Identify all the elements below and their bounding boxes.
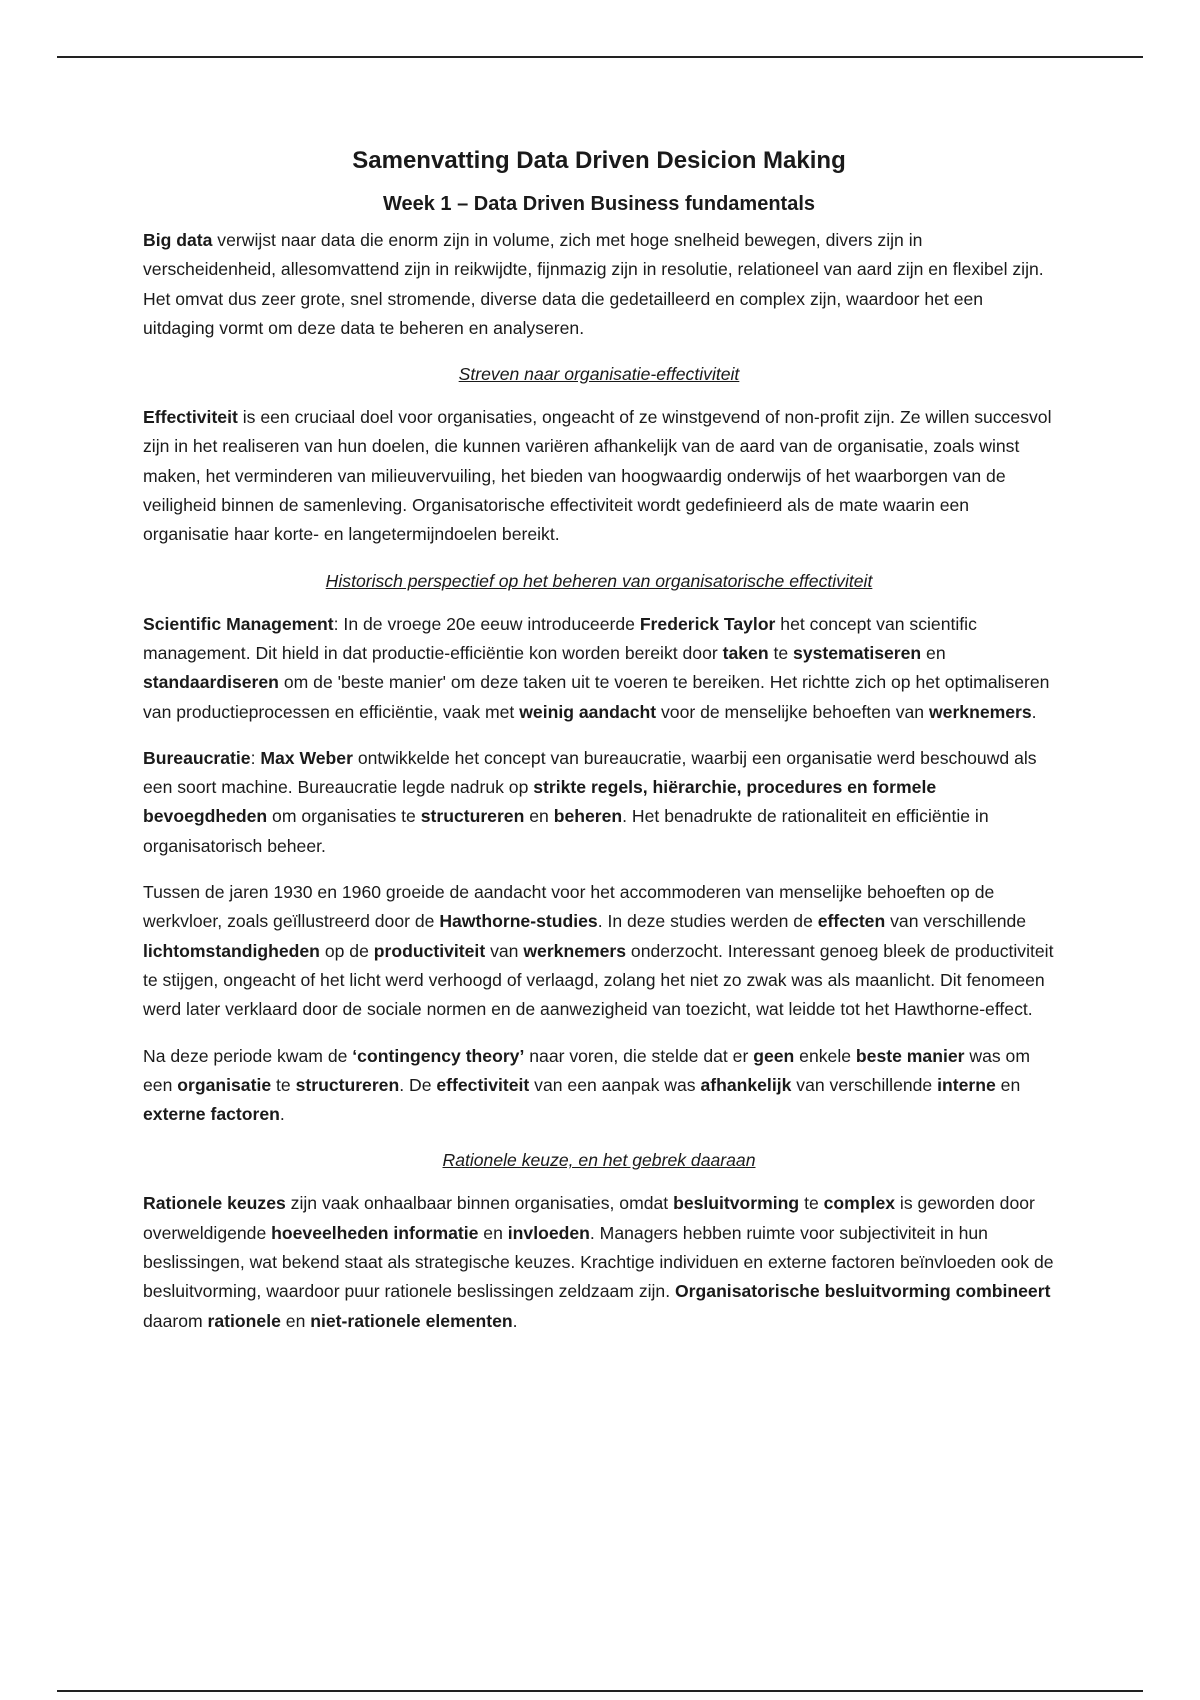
contingency-paragraph: Na deze periode kwam de ‘contingency theory’ naar voren, die stelde dat er geen enkele beste manier was om een organisatie te structureren. De effectiviteit van een aanpak was afhankelijk van verschillende interne en externe factoren. [143,1045,1030,1125]
week-heading: Week 1 – Data Driven Business fundamentals [382,193,815,215]
document-body [143,138,1055,1353]
bureaucratie-paragraph: Bureaucratie: Max Weber ontwikkelde het concept van bureaucratie, waarbij een organisatie werd beschouwd als een soort machine. Bureaucratie legde nadruk op strikte regels, hiërarchie, procedures en formele bevoegdheden om organisaties te structureren en beheren. Het benadrukte de rationaliteit en efficiëntie in organisatorisch beheer. [143,747,1037,856]
intro-paragraph: Big data verwijst naar data die enorm zijn in volume, zich met hoge snelheid bewegen, divers zijn in verscheidenheid, allesomvattend zijn in reikwijdte, fijnmazig zijn in resolutie, relationeel van aard zijn en flexibel zijn. Het omvat dus zeer grote, snel stromende, diverse data die gedetailleerd en complex zijn, waardoor het een uitdaging vormt om deze data te beheren en analyseren. [143,230,1044,338]
scientific-management-paragraph: Scientific Management: In de vroege 20e eeuw introduceerde Frederick Taylor het concept van scientific management. Dit hield in dat productie-efficiëntie kon worden bereikt door taken te systematiseren en standaardiseren om de 'beste manier' om deze taken uit te voeren te bereiken. Het richtte zich op het optimaliseren van productieprocessen en efficiëntie, vaak met weinig aandacht voor de menselijke behoeften van werknemers. [143,613,1050,722]
hawthorne-paragraph: Tussen de jaren 1930 en 1960 groeide de aandacht voor het accommoderen van menselijke behoeften op de werkvloer, zoals geïllustreerd door de Hawthorne-studies. In deze studies werden de effecten van verschillende lichtomstandigheden op de productiviteit van werknemers onderzocht. Interessant genoeg bleek de productiviteit te stijgen, ongeacht of het licht werd verhoogd of verlaagd, zolang het niet zo zwak was als maanlicht. Dit fenomeen werd later verklaard door de sociale normen en de aanwezigheid van toezicht, wat leidde tot het Hawthorne-effect. [143,882,1054,1020]
rationele-keuze-paragraph: Rationele keuzes zijn vaak onhaalbaar binnen organisaties, omdat besluitvorming te complex is geworden door overweldigende hoeveelheden informatie en invloeden. Managers hebben ruimte voor subjectiviteit in hun beslissingen, wat bekend staat als strategische keuzes. Krachtige individuen en externe factoren beïnvloeden ook de besluitvorming, waardoor puur rationele beslissingen zeldzaam zijn. Organisatorische besluitvorming combineert daarom rationele en niet-rationele elementen. [143,1193,1054,1331]
section-heading-historisch: Historisch perspectief op het beheren van organisatorische effectiviteit [325,570,873,591]
effectiviteit-paragraph: Effectiviteit is een cruciaal doel voor organisaties, ongeacht of ze winstgevend of non-profit zijn. Ze willen succesvol zijn in het realiseren van hun doelen, die kunnen variëren afhankelijk van de aard van de organisatie, zoals winst maken, het verminderen van milieuvervuiling, het bieden van hoogwaardig onderwijs of het waarborgen van de veiligheid binnen de samenleving. Organisatorische effectiviteit wordt gedefinieerd als de mate waarin een organisatie haar korte- en langetermijndoelen bereikt. [143,407,1052,545]
section-heading-effectiviteit: Streven naar organisatie-effectiviteit [458,364,740,385]
document-title: Samenvatting Data Driven Desicion Making [352,147,846,174]
header-rule [57,56,1143,58]
footer-rule [57,1690,1143,1692]
section-heading-rationele-keuze: Rationele keuze, en het gebrek daaraan [442,1150,756,1171]
